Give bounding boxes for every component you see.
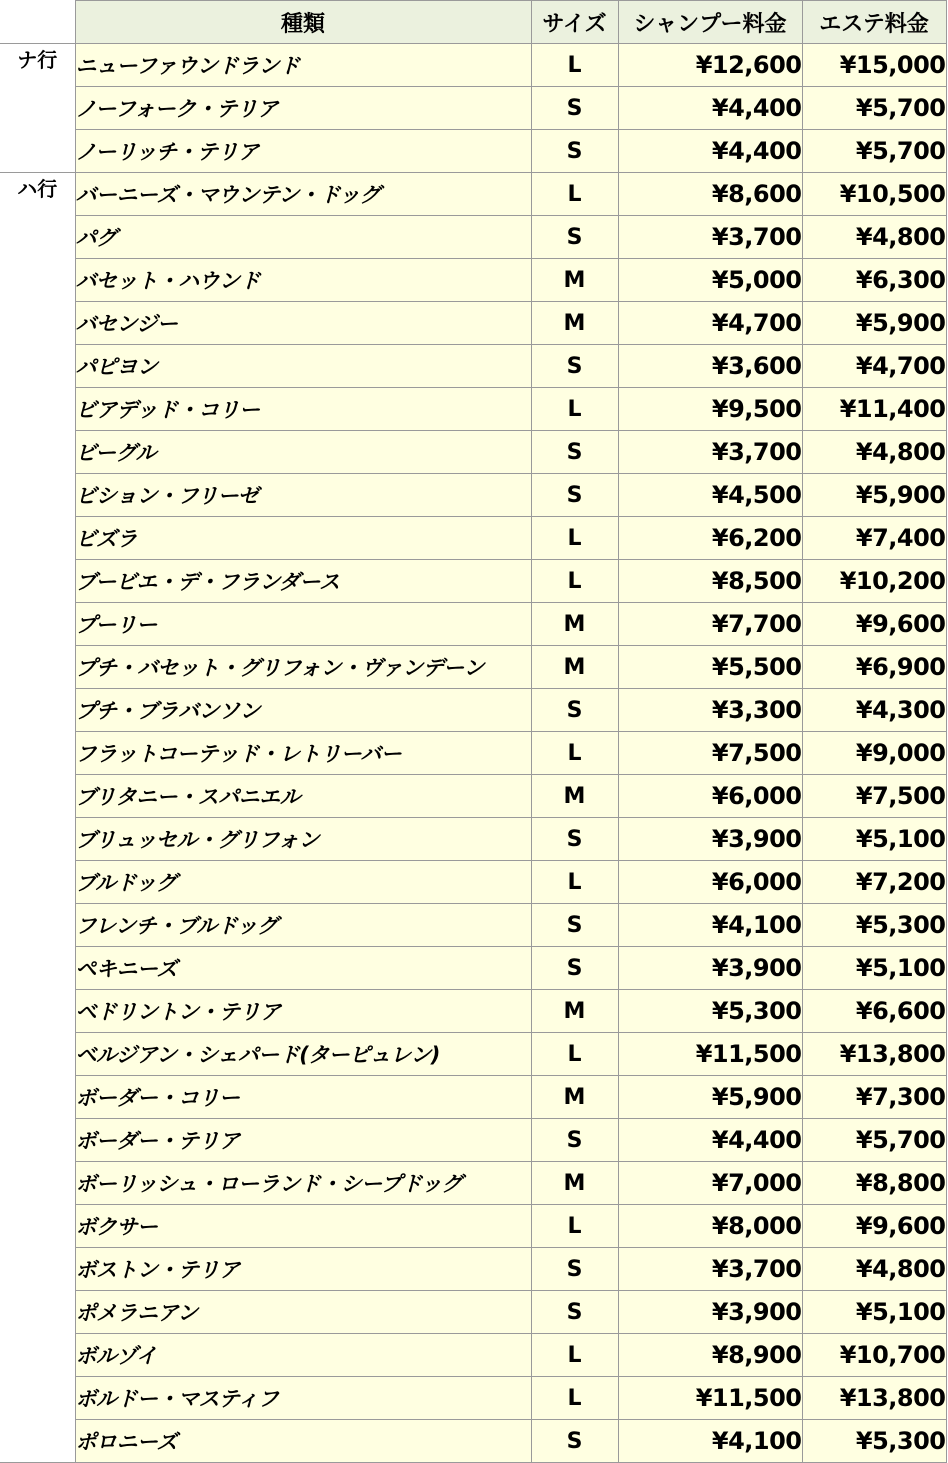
table-body <box>0 44 946 1463</box>
breed-name-cell: ボストン・テリア <box>75 1248 531 1291</box>
table-row <box>0 1033 946 1076</box>
breed-name-cell: ベドリントン・テリア <box>75 990 531 1033</box>
breed-name-cell: ビズラ <box>75 517 531 560</box>
table-row <box>0 1119 946 1162</box>
size-header: サイズ <box>531 1 618 44</box>
este-price-cell: ¥7,300 <box>802 1076 946 1119</box>
shampoo-price-cell: ¥3,900 <box>618 1291 802 1334</box>
este-price-cell: ¥5,900 <box>802 474 946 517</box>
size-cell: L <box>531 388 618 431</box>
shampoo-price-cell: ¥5,300 <box>618 990 802 1033</box>
shampoo-price-cell: ¥8,900 <box>618 1334 802 1377</box>
size-cell: S <box>531 345 618 388</box>
este-price-cell: ¥9,000 <box>802 732 946 775</box>
breed-name-cell: ビアデッド・コリー <box>75 388 531 431</box>
shampoo-price-cell: ¥4,400 <box>618 130 802 173</box>
table-row <box>0 1420 946 1463</box>
breed-name-cell: プチ・ブラバンソン <box>75 689 531 732</box>
breed-name-cell: ベルジアン・シェパード(ターピュレン) <box>75 1033 531 1076</box>
este-price-cell: ¥6,600 <box>802 990 946 1033</box>
este-price-cell: ¥5,300 <box>802 1420 946 1463</box>
shampoo-price-cell: ¥6,000 <box>618 861 802 904</box>
size-cell: S <box>531 130 618 173</box>
shampoo-price-cell: ¥3,900 <box>618 818 802 861</box>
breed-header: 種類 <box>75 1 531 44</box>
shampoo-price-header: シャンプー料金 <box>618 1 802 44</box>
breed-name-cell: フラットコーテッド・レトリーバー <box>75 732 531 775</box>
breed-name-cell: ノーフォーク・テリア <box>75 87 531 130</box>
breed-name-cell: パピヨン <box>75 345 531 388</box>
este-price-cell: ¥4,300 <box>802 689 946 732</box>
size-cell: L <box>531 1334 618 1377</box>
shampoo-price-cell: ¥4,400 <box>618 87 802 130</box>
este-price-cell: ¥15,000 <box>802 44 946 87</box>
este-price-cell: ¥5,700 <box>802 130 946 173</box>
size-cell: L <box>531 861 618 904</box>
table-row <box>0 990 946 1033</box>
table-row <box>0 302 946 345</box>
size-cell: S <box>531 1420 618 1463</box>
table-row <box>0 130 946 173</box>
breed-name-cell: ビーグル <box>75 431 531 474</box>
este-price-cell: ¥6,900 <box>802 646 946 689</box>
size-cell: M <box>531 775 618 818</box>
este-price-cell: ¥5,100 <box>802 947 946 990</box>
shampoo-price-cell: ¥4,100 <box>618 904 802 947</box>
table-row <box>0 431 946 474</box>
breed-name-cell: フレンチ・ブルドッグ <box>75 904 531 947</box>
table-row <box>0 1076 946 1119</box>
table-row <box>0 818 946 861</box>
size-cell: S <box>531 1248 618 1291</box>
breed-name-cell: ボルドー・マスティフ <box>75 1377 531 1420</box>
size-cell: S <box>531 1119 618 1162</box>
size-cell: S <box>531 1291 618 1334</box>
size-cell: M <box>531 990 618 1033</box>
breed-name-cell: ボクサー <box>75 1205 531 1248</box>
este-price-cell: ¥7,400 <box>802 517 946 560</box>
table-row <box>0 44 946 87</box>
breed-name-cell: バセット・ハウンド <box>75 259 531 302</box>
este-price-cell: ¥5,100 <box>802 818 946 861</box>
shampoo-price-cell: ¥11,500 <box>618 1033 802 1076</box>
este-price-cell: ¥13,800 <box>802 1377 946 1420</box>
breed-name-cell: ブリタニー・スパニエル <box>75 775 531 818</box>
table-row <box>0 216 946 259</box>
size-cell: M <box>531 302 618 345</box>
size-cell: M <box>531 1162 618 1205</box>
este-price-cell: ¥4,700 <box>802 345 946 388</box>
shampoo-price-cell: ¥8,600 <box>618 173 802 216</box>
size-cell: S <box>531 818 618 861</box>
table-row <box>0 1291 946 1334</box>
breed-name-cell: ビション・フリーゼ <box>75 474 531 517</box>
este-price-cell: ¥7,500 <box>802 775 946 818</box>
breed-name-cell: パグ <box>75 216 531 259</box>
shampoo-price-cell: ¥3,700 <box>618 431 802 474</box>
header-row <box>0 1 946 44</box>
shampoo-price-cell: ¥3,900 <box>618 947 802 990</box>
este-price-cell: ¥9,600 <box>802 1205 946 1248</box>
size-cell: S <box>531 904 618 947</box>
table-row <box>0 173 946 216</box>
breed-name-cell: ボーダー・テリア <box>75 1119 531 1162</box>
table-row <box>0 775 946 818</box>
table-row <box>0 388 946 431</box>
group-header-cell <box>0 1 75 44</box>
size-cell: M <box>531 646 618 689</box>
table-row <box>0 603 946 646</box>
shampoo-price-cell: ¥6,200 <box>618 517 802 560</box>
shampoo-price-cell: ¥3,300 <box>618 689 802 732</box>
size-cell: S <box>531 87 618 130</box>
breed-name-cell: バーニーズ・マウンテン・ドッグ <box>75 173 531 216</box>
breed-name-cell: プチ・バセット・グリフォン・ヴァンデーン <box>75 646 531 689</box>
este-price-cell: ¥4,800 <box>802 216 946 259</box>
este-price-cell: ¥6,300 <box>802 259 946 302</box>
shampoo-price-cell: ¥4,100 <box>618 1420 802 1463</box>
size-cell: L <box>531 1377 618 1420</box>
size-cell: L <box>531 517 618 560</box>
este-price-header: エステ料金 <box>802 1 946 44</box>
size-cell: S <box>531 216 618 259</box>
breed-name-cell: ペキニーズ <box>75 947 531 990</box>
size-cell: L <box>531 1205 618 1248</box>
size-cell: L <box>531 732 618 775</box>
breed-name-cell: ブリュッセル・グリフォン <box>75 818 531 861</box>
table-row <box>0 1334 946 1377</box>
table-row <box>0 1248 946 1291</box>
este-price-cell: ¥13,800 <box>802 1033 946 1076</box>
shampoo-price-cell: ¥5,000 <box>618 259 802 302</box>
table-row <box>0 732 946 775</box>
shampoo-price-cell: ¥3,700 <box>618 216 802 259</box>
table-row <box>0 1162 946 1205</box>
este-price-cell: ¥9,600 <box>802 603 946 646</box>
shampoo-price-cell: ¥4,400 <box>618 1119 802 1162</box>
este-price-cell: ¥7,200 <box>802 861 946 904</box>
table-row <box>0 517 946 560</box>
table-row <box>0 87 946 130</box>
breed-name-cell: ボーリッシュ・ローランド・シープドッグ <box>75 1162 531 1205</box>
shampoo-price-cell: ¥6,000 <box>618 775 802 818</box>
size-cell: L <box>531 44 618 87</box>
table-row <box>0 259 946 302</box>
group-label: ハ行 <box>0 173 75 1463</box>
este-price-cell: ¥4,800 <box>802 1248 946 1291</box>
table-row <box>0 947 946 990</box>
shampoo-price-cell: ¥8,000 <box>618 1205 802 1248</box>
shampoo-price-cell: ¥3,600 <box>618 345 802 388</box>
este-price-cell: ¥5,700 <box>802 87 946 130</box>
shampoo-price-cell: ¥5,900 <box>618 1076 802 1119</box>
group-label: ナ行 <box>0 44 75 173</box>
breed-name-cell: ブルドッグ <box>75 861 531 904</box>
shampoo-price-cell: ¥3,700 <box>618 1248 802 1291</box>
shampoo-price-cell: ¥4,500 <box>618 474 802 517</box>
table-row <box>0 646 946 689</box>
size-cell: L <box>531 1033 618 1076</box>
este-price-cell: ¥4,800 <box>802 431 946 474</box>
table-row <box>0 904 946 947</box>
este-price-cell: ¥10,500 <box>802 173 946 216</box>
shampoo-price-cell: ¥4,700 <box>618 302 802 345</box>
shampoo-price-cell: ¥12,600 <box>618 44 802 87</box>
shampoo-price-cell: ¥7,500 <box>618 732 802 775</box>
shampoo-price-cell: ¥9,500 <box>618 388 802 431</box>
breed-name-cell: ポロニーズ <box>75 1420 531 1463</box>
size-cell: L <box>531 560 618 603</box>
este-price-cell: ¥5,900 <box>802 302 946 345</box>
table-row <box>0 1377 946 1420</box>
este-price-cell: ¥8,800 <box>802 1162 946 1205</box>
breed-name-cell: ニューファウンドランド <box>75 44 531 87</box>
breed-name-cell: ポメラニアン <box>75 1291 531 1334</box>
este-price-cell: ¥10,700 <box>802 1334 946 1377</box>
table-row <box>0 861 946 904</box>
shampoo-price-cell: ¥7,000 <box>618 1162 802 1205</box>
table-row <box>0 345 946 388</box>
table-row <box>0 689 946 732</box>
breed-name-cell: バセンジー <box>75 302 531 345</box>
breed-name-cell: プーリー <box>75 603 531 646</box>
breed-name-cell: ボルゾイ <box>75 1334 531 1377</box>
size-cell: S <box>531 431 618 474</box>
shampoo-price-cell: ¥11,500 <box>618 1377 802 1420</box>
size-cell: M <box>531 603 618 646</box>
table-row <box>0 560 946 603</box>
size-cell: S <box>531 947 618 990</box>
este-price-cell: ¥11,400 <box>802 388 946 431</box>
breed-name-cell: ブービエ・デ・フランダース <box>75 560 531 603</box>
table-row <box>0 1205 946 1248</box>
size-cell: M <box>531 1076 618 1119</box>
este-price-cell: ¥5,300 <box>802 904 946 947</box>
este-price-cell: ¥10,200 <box>802 560 946 603</box>
size-cell: L <box>531 173 618 216</box>
shampoo-price-cell: ¥7,700 <box>618 603 802 646</box>
breed-name-cell: ノーリッチ・テリア <box>75 130 531 173</box>
shampoo-price-cell: ¥8,500 <box>618 560 802 603</box>
table-row <box>0 474 946 517</box>
este-price-cell: ¥5,700 <box>802 1119 946 1162</box>
size-cell: M <box>531 259 618 302</box>
breed-name-cell: ボーダー・コリー <box>75 1076 531 1119</box>
size-cell: S <box>531 689 618 732</box>
size-cell: S <box>531 474 618 517</box>
shampoo-price-cell: ¥5,500 <box>618 646 802 689</box>
este-price-cell: ¥5,100 <box>802 1291 946 1334</box>
